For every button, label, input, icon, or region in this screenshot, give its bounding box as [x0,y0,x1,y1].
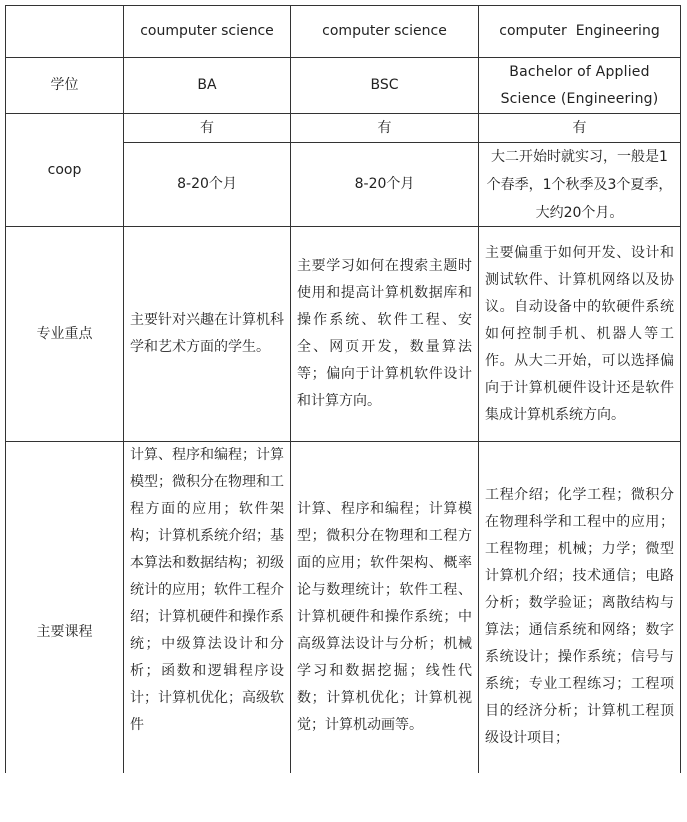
coop-offered-cs-ba: 有 [200,119,214,136]
courses-cs-ba-text: 计算、程序和编程；计算模型；微积分在物理和工程方面的应用；软件架构；计算机系统介绍；基本算法和数据结构；初级统计的应用；软件工程介绍；计算机硬件和操作系统；中级算法设计和分析；函数和逻辑程序设计；计算机优化；高级软件 [130,447,284,733]
row-label-degree: 学位 [50,77,79,93]
focus-cs-bsc [291,227,478,441]
degree-cs-ba: BA [197,77,217,93]
row-label-coop: coop [47,161,82,178]
coop-offered-ce: 有 [572,119,587,136]
header-col-cs-bsc: computer science [322,23,447,39]
focus-cs-bsc-text: 主要学习如何在搜索主题时使用和提高计算机数据库和操作系统、软件工程、安全、网页开发，数量算法等；偏向于计算机软件设计和计算方向。 [297,258,472,409]
focus-cs-ba [124,227,290,441]
focus-ce-text: 主要偏重于如何开发、设计和测试软件、计算机网络以及协议。自动设备中的软硬件系统如何控制手机、机器人等工作。从大二开始，可以选择偏向于计算机硬件设计还是软件集成计算机系统方向。 [485,244,674,423]
courses-cs-ba [124,442,290,773]
coop-duration-ce-text: 大二开始时就实习，一般是1个春季，1个秋季及3个夏季，大约20个月。 [486,148,673,221]
degree-cs-bsc: BSC [370,77,399,93]
courses-cs-bsc-text: 计算、程序和编程；计算模型；微积分在物理和工程方面的应用；软件架构、概率论与数理统计；软件工程、计算机硬件和操作系统；中高级算法设计与分析；机械学习和数据挖掘；线性代数；计算机优化；计算机视觉；计算机动画等。 [297,501,472,733]
focus-cs-ba-text: 主要针对兴趣在计算机科学和艺术方面的学生。 [130,312,284,355]
coop-duration-ce [479,143,680,226]
header-empty [6,6,123,57]
row-label-courses: 主要课程 [36,623,93,640]
coop-offered-cs-bsc: 有 [377,119,392,136]
coop-duration-cs-bsc: 8-20个月 [354,176,415,192]
coop-duration-cs-ba: 8-20个月 [177,176,237,192]
courses-ce-text: 工程介绍；化学工程；微积分在物理科学和工程中的应用；工程物理；机械；力学；微型计算机介绍；技术通信；电路分析；数学验证；离散结构与算法；通信系统和网络；数字系统设计；操作系统；信号与系统；专业工程练习；工程项目的经济分析；计算机工程顶级设计项目； [485,487,674,746]
courses-cs-bsc [291,442,478,773]
row-label-focus: 专业重点 [36,325,93,342]
header-col-ce: computer Engineering [499,23,660,39]
focus-ce [479,227,680,441]
degree-ce [479,58,680,113]
degree-ce-text: Bachelor of Applied Science (Engineering) [500,63,659,107]
grid-line-right [680,5,681,773]
courses-ce [479,442,680,773]
header-col-cs-ba: coumputer science [140,23,274,39]
